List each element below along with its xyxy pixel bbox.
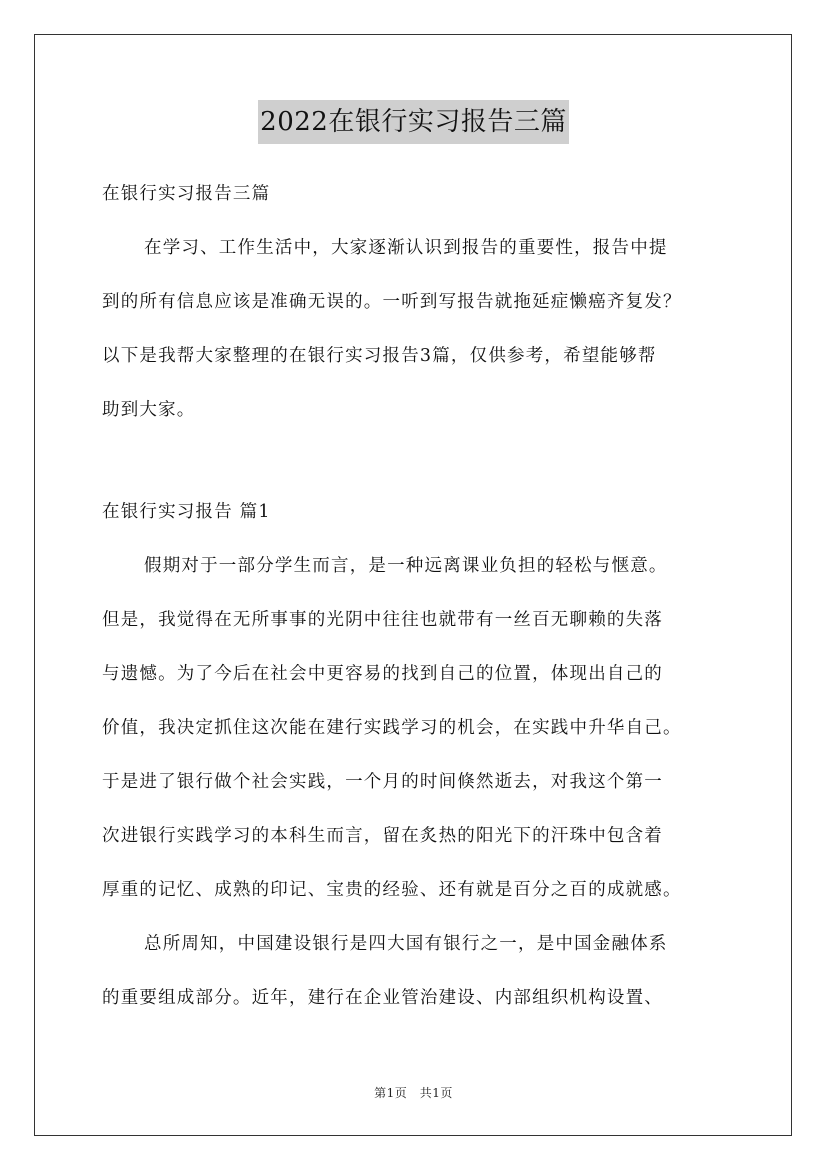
intro-line: 以下是我帮大家整理的在银行实习报告3篇，仅供参考，希望能够帮	[102, 346, 657, 366]
section-gap	[102, 442, 742, 490]
intro-line: 助到大家。	[102, 400, 196, 420]
intro-line: 在学习、工作生活中，大家逐渐认识到报告的重要性，报告中提	[144, 238, 668, 258]
document-body	[102, 172, 742, 1030]
paragraph-line: 价值，我决定抓住这次能在建行实践学习的机会，在实践中升华自己。	[102, 718, 682, 738]
paragraph-line: 的重要组成部分。近年，建行在企业管治建设、内部组织机构设置、	[102, 988, 663, 1008]
paragraph-line: 总所周知，中国建设银行是四大国有银行之一，是中国金融体系	[144, 934, 668, 954]
paragraph-line: 但是，我觉得在无所事事的光阴中往往也就带有一丝百无聊赖的失落	[102, 610, 663, 630]
paragraph-line: 次进银行实践学习的本科生而言，留在炙热的阳光下的汗珠中包含着	[102, 826, 663, 846]
intro-line: 到的所有信息应该是准确无误的。一听到写报告就拖延症懒癌齐复发？	[102, 292, 682, 312]
document-subtitle: 在银行实习报告三篇	[102, 184, 271, 204]
paragraph-line: 厚重的记忆、成熟的印记、宝贵的经验、还有就是百分之百的成就感。	[102, 880, 682, 900]
paragraph-line: 假期对于一部分学生而言，是一种远离课业负担的轻松与惬意。	[144, 556, 668, 576]
document-title: 2022在银行实习报告三篇	[258, 100, 569, 144]
title-container	[0, 100, 827, 144]
paragraph-line: 与遗憾。为了今后在社会中更容易的找到自己的位置，体现出自己的	[102, 664, 663, 684]
paragraph-line: 于是进了银行做个社会实践，一个月的时间倏然逝去，对我这个第一	[102, 772, 663, 792]
section-heading: 在银行实习报告 篇1	[102, 502, 271, 522]
page-footer: 第1页 共1页	[374, 1086, 453, 1100]
